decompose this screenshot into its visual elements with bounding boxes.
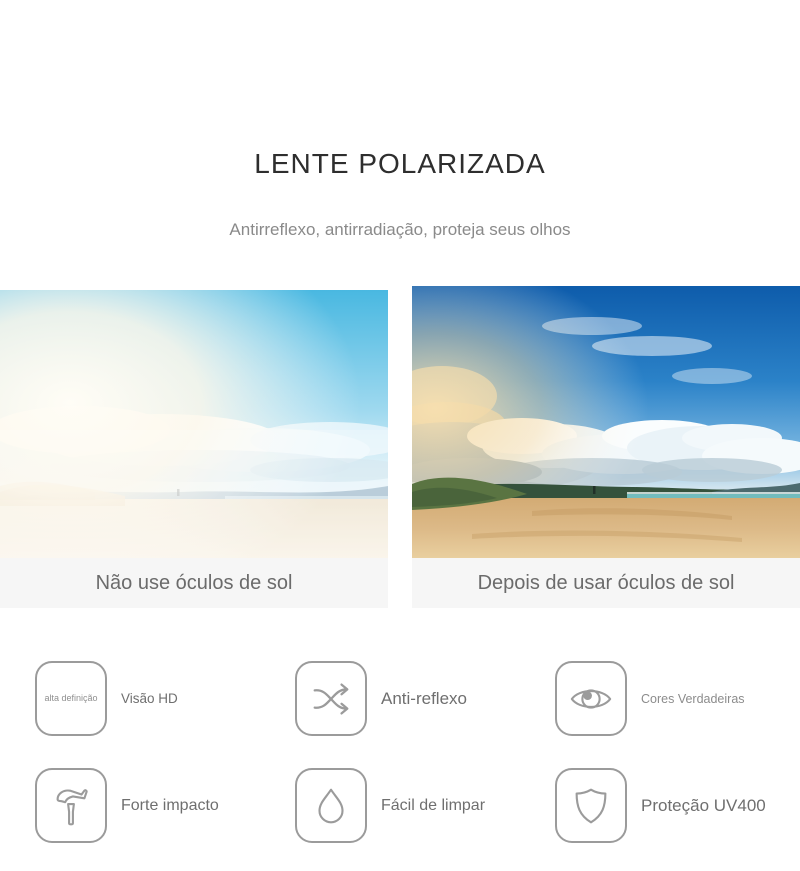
- feature-protecao-uv400: [555, 768, 766, 843]
- hd-badge-icon: [35, 661, 107, 736]
- feature-label: Proteção UV400: [641, 795, 766, 815]
- feature-cores-verdadeiras: [555, 661, 745, 736]
- hammer-icon: [35, 768, 107, 843]
- before-beach-photo: [0, 290, 388, 558]
- page-title: LENTE POLARIZADA: [254, 148, 546, 179]
- eye-icon: [555, 661, 627, 736]
- feature-label: Forte impacto: [121, 796, 219, 814]
- feature-label: Visão HD: [121, 691, 178, 706]
- shuffle-arrows-icon: [295, 661, 367, 736]
- feature-label: Cores Verdadeiras: [641, 691, 745, 706]
- after-figure: [412, 286, 800, 608]
- after-beach-photo: [412, 286, 800, 558]
- feature-visao-hd: [35, 661, 178, 736]
- water-drop-icon: [295, 768, 367, 843]
- feature-anti-reflexo: [295, 661, 467, 736]
- hd-badge-text: alta definição: [44, 692, 98, 703]
- page-subtitle: Antirreflexo, antirradiação, proteja seus olhos: [229, 220, 571, 239]
- feature-facil-de-limpar: [295, 768, 485, 843]
- shield-icon: [555, 768, 627, 843]
- feature-forte-impacto: [35, 768, 219, 843]
- before-figure: [0, 290, 388, 608]
- after-caption: Depois de usar óculos de sol: [412, 558, 800, 608]
- before-caption: Não use óculos de sol: [0, 558, 388, 608]
- feature-label: Anti-reflexo: [381, 688, 467, 708]
- feature-label: Fácil de limpar: [381, 796, 486, 814]
